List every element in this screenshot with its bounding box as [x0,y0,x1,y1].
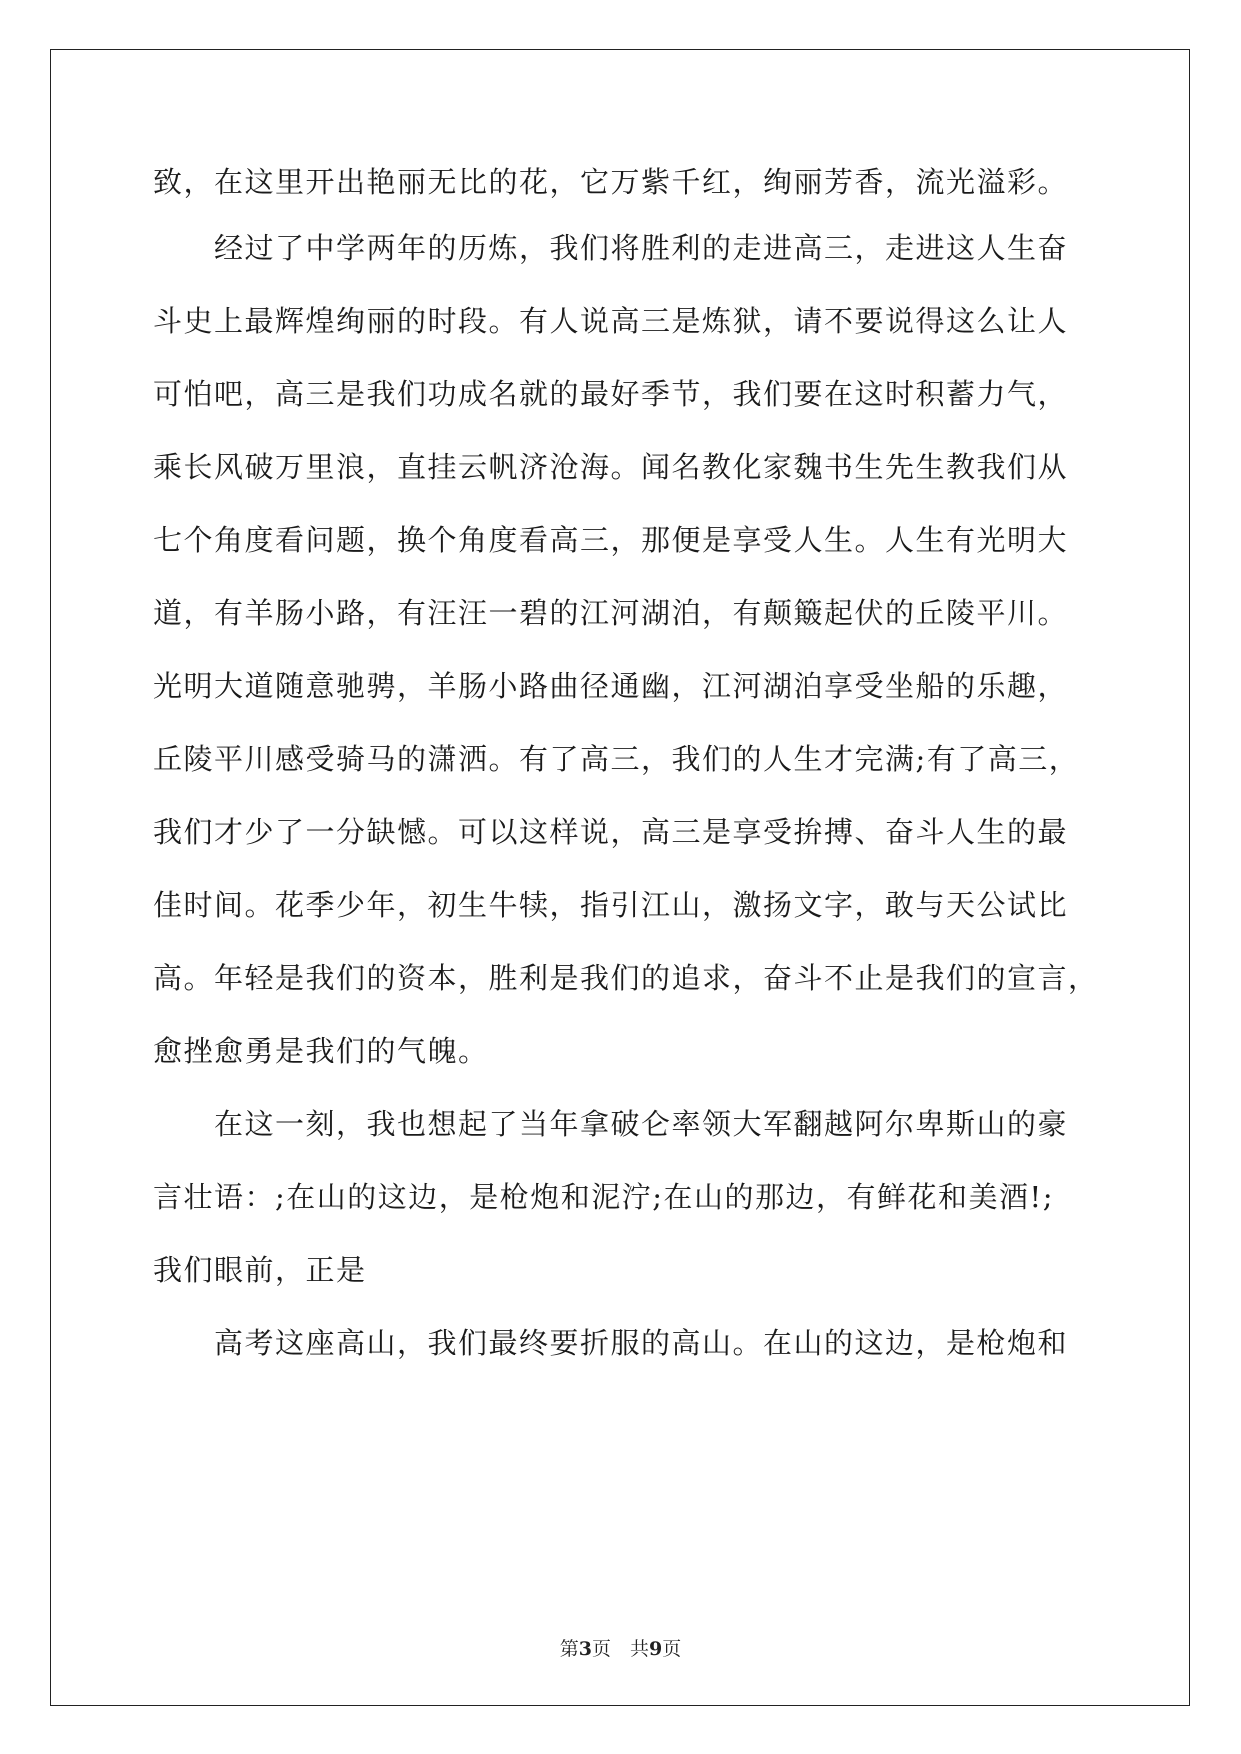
text-line: 斗史上最辉煌绚丽的时段。有人说高三是炼狱，请不要说得这么让人 [153,304,1069,338]
footer-middle: 页 共 [591,1638,649,1660]
text-line: 道，有羊肠小路，有汪汪一碧的江河湖泊，有颠簸起伏的丘陵平川。 [153,596,1069,630]
text-line: 乘长风破万里浪，直挂云帆济沧海。闻名教化家魏书生先生教我们从 [153,450,1069,484]
text-line: 我们才少了一分缺憾。可以这样说，高三是享受拚搏、奋斗人生的最 [153,815,1069,849]
text-line: 丘陵平川感受骑马的潇洒。有了高三，我们的人生才完满;有了高三， [153,742,1080,776]
text-line: 愈挫愈勇是我们的气魄。 [153,1034,489,1068]
footer-suffix: 页 [662,1638,682,1660]
page-frame [50,49,1190,1706]
text-line: 我们眼前，正是 [153,1253,367,1287]
text-line: 言壮语：;在山的这边，是枪炮和泥泞;在山的那边，有鲜花和美酒!; [153,1180,1054,1214]
page-footer [0,1634,1241,1661]
text-line: 高。年轻是我们的资本，胜利是我们的追求，奋斗不止是我们的宣言， [153,961,1099,995]
text-line: 经过了中学两年的历炼，我们将胜利的走进高三，走进这人生奋 [153,231,1069,265]
text-line: 佳时间。花季少年，初生牛犊，指引江山，激扬文字，敢与天公试比 [153,888,1069,922]
footer-prefix: 第 [559,1638,579,1660]
current-page-number: 3 [578,1638,592,1660]
text-line: 在这一刻，我也想起了当年拿破仑率领大军翻越阿尔卑斯山的豪 [153,1107,1069,1141]
text-line: 可怕吧，高三是我们功成名就的最好季节，我们要在这时积蓄力气， [153,377,1069,411]
text-line: 致，在这里开出艳丽无比的花，它万紫千红，绚丽芳香，流光溢彩。 [153,165,1069,199]
text-line: 七个角度看问题，换个角度看高三，那便是享受人生。人生有光明大 [153,523,1069,557]
text-line: 高考这座高山，我们最终要折服的高山。在山的这边，是枪炮和 [153,1326,1069,1360]
text-line: 光明大道随意驰骋，羊肠小路曲径通幽，江河湖泊享受坐船的乐趣， [153,669,1069,703]
total-page-number: 9 [649,1638,663,1660]
